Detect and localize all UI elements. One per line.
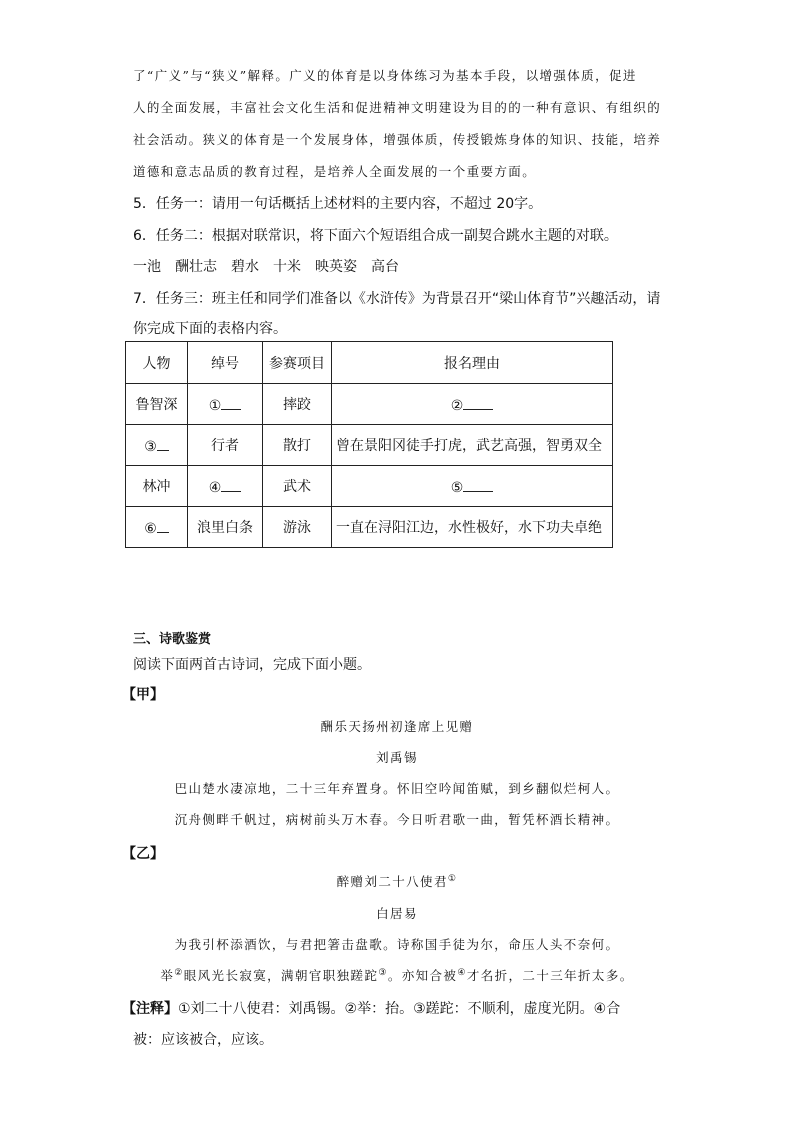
table-cell: 一直在浔阳江边，水性极好，水下功夫卓绝	[332, 507, 613, 548]
header-cell: 参赛项目	[263, 342, 332, 384]
blank-marker: ②	[450, 397, 464, 414]
footnote-marker: ③	[378, 968, 388, 978]
poem-2-line-1: 为我引杯添酒饮，与君把箸击盘歌。诗称国手徒为尔，命压人头不奈何。	[174, 937, 620, 952]
poem-2-title	[0, 872, 794, 890]
table-cell: 曾在景阳冈徒手打虎，武艺高强，智勇双全	[332, 425, 613, 466]
table-cell: 武术	[263, 466, 332, 507]
table-row	[126, 384, 613, 425]
passage-line-1: 了“广义”与“狭义”解释。广义的体育是以身体练习为基本手段，以增强体质，促进	[133, 68, 637, 83]
table-row	[126, 507, 613, 548]
table-cell	[126, 507, 188, 548]
footnote-marker: ④	[457, 968, 467, 978]
table-cell	[188, 384, 263, 425]
poem-1-author: 刘禹锡	[376, 750, 418, 765]
blank-marker: ⑤	[450, 479, 464, 496]
table-cell: 行者	[188, 425, 263, 466]
table-cell: 林冲	[126, 466, 188, 507]
table-cell: 游泳	[263, 507, 332, 548]
question-5: 5．任务一：请用一句话概括上述材料的主要内容，不超过 20字。	[133, 196, 543, 212]
blank-marker: ④	[208, 479, 222, 496]
poem-2-author: 白居易	[376, 906, 418, 921]
poem-1-title: 酬乐天扬州初逢席上见赠	[320, 719, 474, 734]
table-row	[126, 425, 613, 466]
blank-marker: ⑥	[144, 520, 157, 537]
footnote-marker: ②	[174, 968, 184, 978]
table-cell: 散打	[263, 425, 332, 466]
table-cell	[188, 466, 263, 507]
passage-line-2: 人的全面发展，丰富社会文化生活和促进精神文明建设为目的的一种有意识、有组织的	[133, 100, 662, 115]
poem-2-text: 才名折，二十三年折太多。	[466, 968, 634, 983]
table-cell	[332, 466, 613, 507]
table-cell: 摔跤	[263, 384, 332, 425]
blank-marker: ③	[144, 438, 157, 455]
poem-1-line-1: 巴山楚水凄凉地，二十三年弃置身。怀旧空吟闻笛赋，到乡翻似烂柯人。	[174, 781, 620, 796]
poem-1-line-2: 沉舟侧畔千帆过，病树前头万木春。今日听君歌一曲，暂凭杯酒长精神。	[174, 812, 620, 827]
poem-2-text: 举	[160, 968, 175, 983]
registration-table	[125, 341, 613, 548]
yi-label: 【乙】	[122, 846, 164, 862]
table-cell	[126, 425, 188, 466]
answer-blank	[221, 477, 241, 492]
answer-blank	[157, 518, 169, 533]
notes-text: ①刘二十八使君：刘禹锡。②举：抬。③蹉跎：不顺利，虚度光阴。④合	[178, 1001, 621, 1017]
notes-line-1	[122, 998, 620, 1018]
table-cell: 浪里白条	[188, 507, 263, 548]
footnote-marker: ①	[447, 874, 458, 884]
jia-label: 【甲】	[122, 687, 164, 703]
table-row	[126, 466, 613, 507]
poem-2-line-2	[0, 966, 794, 984]
passage-line-3: 社会活动。狭义的体育是一个发展身体，增强体质，传授锻炼身体的知识、技能，培养	[133, 132, 662, 147]
question-6: 6．任务二：根据对联常识，将下面六个短语组合成一副契合跳水主题的对联。	[133, 228, 618, 244]
answer-blank	[463, 477, 493, 492]
table-header-row	[126, 342, 613, 384]
blank-marker: ①	[208, 397, 222, 414]
poem-2-text: 眼风光长寂寞，满朝官职独蹉跎	[183, 968, 379, 983]
poem-2-title-text: 醉赠刘二十八使君	[336, 874, 448, 889]
answer-blank	[157, 436, 169, 451]
header-cell: 绰号	[188, 342, 263, 384]
table-cell: 鲁智深	[126, 384, 188, 425]
notes-line-2: 被：应该被合，应该。	[133, 1032, 273, 1048]
section-3-intro: 阅读下面两首古诗词，完成下面小题。	[133, 657, 371, 673]
header-cell: 报名理由	[332, 342, 613, 384]
question-7-line-1: 7．任务三：班主任和同学们准备以《水浒传》为背景召开“梁山体育节”兴趣活动，请	[133, 291, 661, 307]
section-3-title: 三、诗歌鉴赏	[133, 632, 212, 647]
question-7-line-2: 你完成下面的表格内容。	[133, 321, 287, 337]
table-cell	[332, 384, 613, 425]
answer-blank	[463, 395, 493, 410]
poem-2-text: 。亦知合被	[387, 968, 458, 983]
phrase-list: 一池 酬壮志 碧水 十米 映英姿 高台	[133, 259, 399, 275]
answer-blank	[221, 395, 241, 410]
passage-line-4: 道德和意志品质的教育过程，是培养人全面发展的一个重要方面。	[133, 164, 537, 179]
header-cell: 人物	[126, 342, 188, 384]
notes-label: 【注释】	[122, 1001, 178, 1017]
